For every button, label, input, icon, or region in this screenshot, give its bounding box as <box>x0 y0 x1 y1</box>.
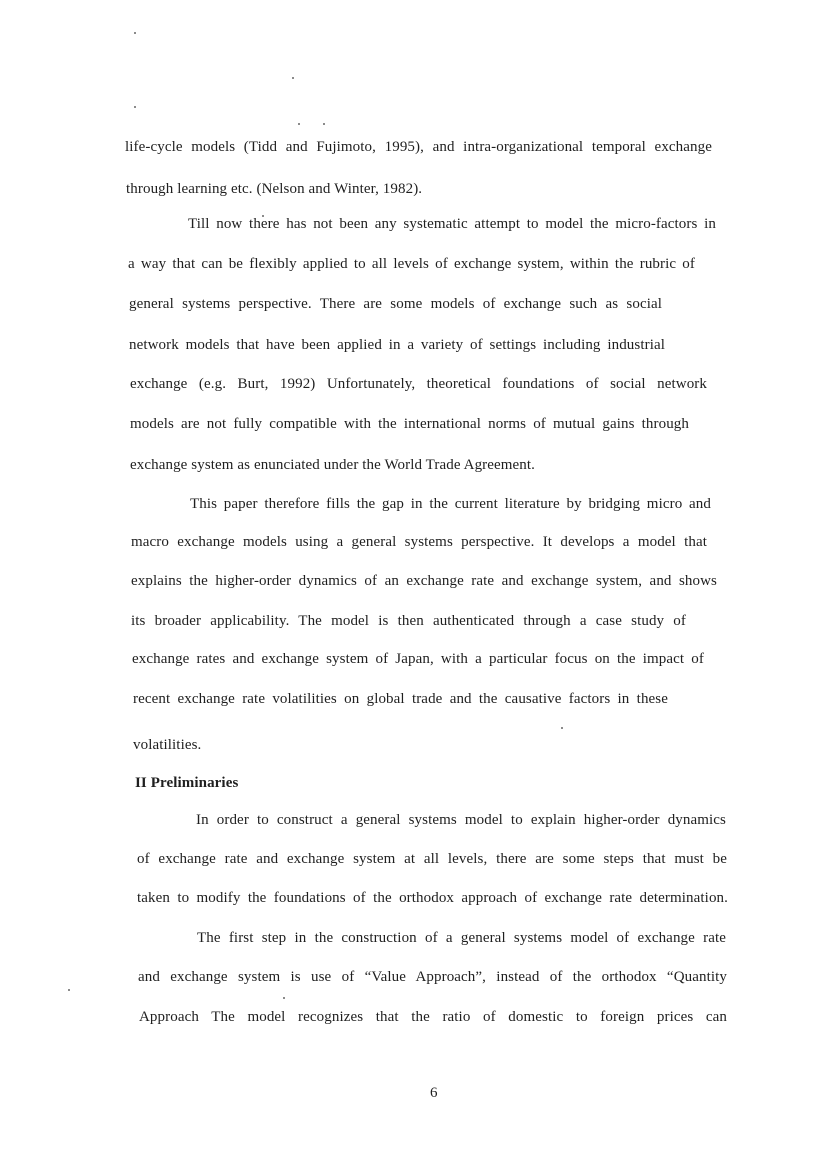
scan-speck <box>134 32 136 34</box>
scan-speck <box>561 727 563 729</box>
text-line: macro exchange models using a general systems perspective. It develops a model that <box>131 534 707 550</box>
text-line: volatilities. <box>133 737 202 753</box>
text-line: Till now there has not been any systematic attempt to model the micro-factors in <box>188 216 716 232</box>
scan-speck <box>323 123 325 125</box>
text-line: taken to modify the foundations of the orthodox approach of exchange rate determination. <box>137 890 728 906</box>
text-line: through learning etc. (Nelson and Winter, 1982). <box>126 181 423 197</box>
text-line: a way that can be flexibly applied to all levels of exchange system, within the rubric of <box>128 256 695 272</box>
text-line: Approach The model recognizes that the ratio of domestic to foreign prices can <box>139 1009 727 1025</box>
text-line: exchange (e.g. Burt, 1992) Unfortunately, theoretical foundations of social network <box>130 376 707 392</box>
scan-speck <box>292 77 294 79</box>
scan-speck <box>298 123 300 125</box>
text-line: its broader applicability. The model is then authenticated through a case study of <box>131 613 686 629</box>
text-line: models are not fully compatible with the international norms of mutual gains through <box>130 416 689 432</box>
text-line: general systems perspective. There are some models of exchange such as social <box>129 296 662 312</box>
text-line: explains the higher-order dynamics of an exchange rate and exchange system, and shows <box>131 573 717 589</box>
text-line: network models that have been applied in a variety of settings including industrial <box>129 337 665 353</box>
text-line: exchange rates and exchange system of Japan, with a particular focus on the impact of <box>132 651 704 667</box>
scan-speck <box>134 106 136 108</box>
scan-speck <box>68 989 70 991</box>
page-number: 6 <box>430 1085 438 1101</box>
text-line: and exchange system is use of “Value Approach”, instead of the orthodox “Quantity <box>138 969 727 985</box>
text-line: recent exchange rate volatilities on global trade and the causative factors in these <box>133 691 668 707</box>
text-line: of exchange rate and exchange system at all levels, there are some steps that must be <box>137 851 727 867</box>
text-line: This paper therefore fills the gap in the current literature by bridging micro and <box>190 496 711 512</box>
section-heading: II Preliminaries <box>135 775 239 791</box>
text-line: In order to construct a general systems model to explain higher-order dynamics <box>196 812 726 828</box>
text-line: life-cycle models (Tidd and Fujimoto, 1995), and intra-organizational temporal exchange <box>125 139 712 155</box>
scan-speck <box>283 997 285 999</box>
text-line: The first step in the construction of a general systems model of exchange rate <box>197 930 726 946</box>
text-line: exchange system as enunciated under the World Trade Agreement. <box>130 457 536 473</box>
